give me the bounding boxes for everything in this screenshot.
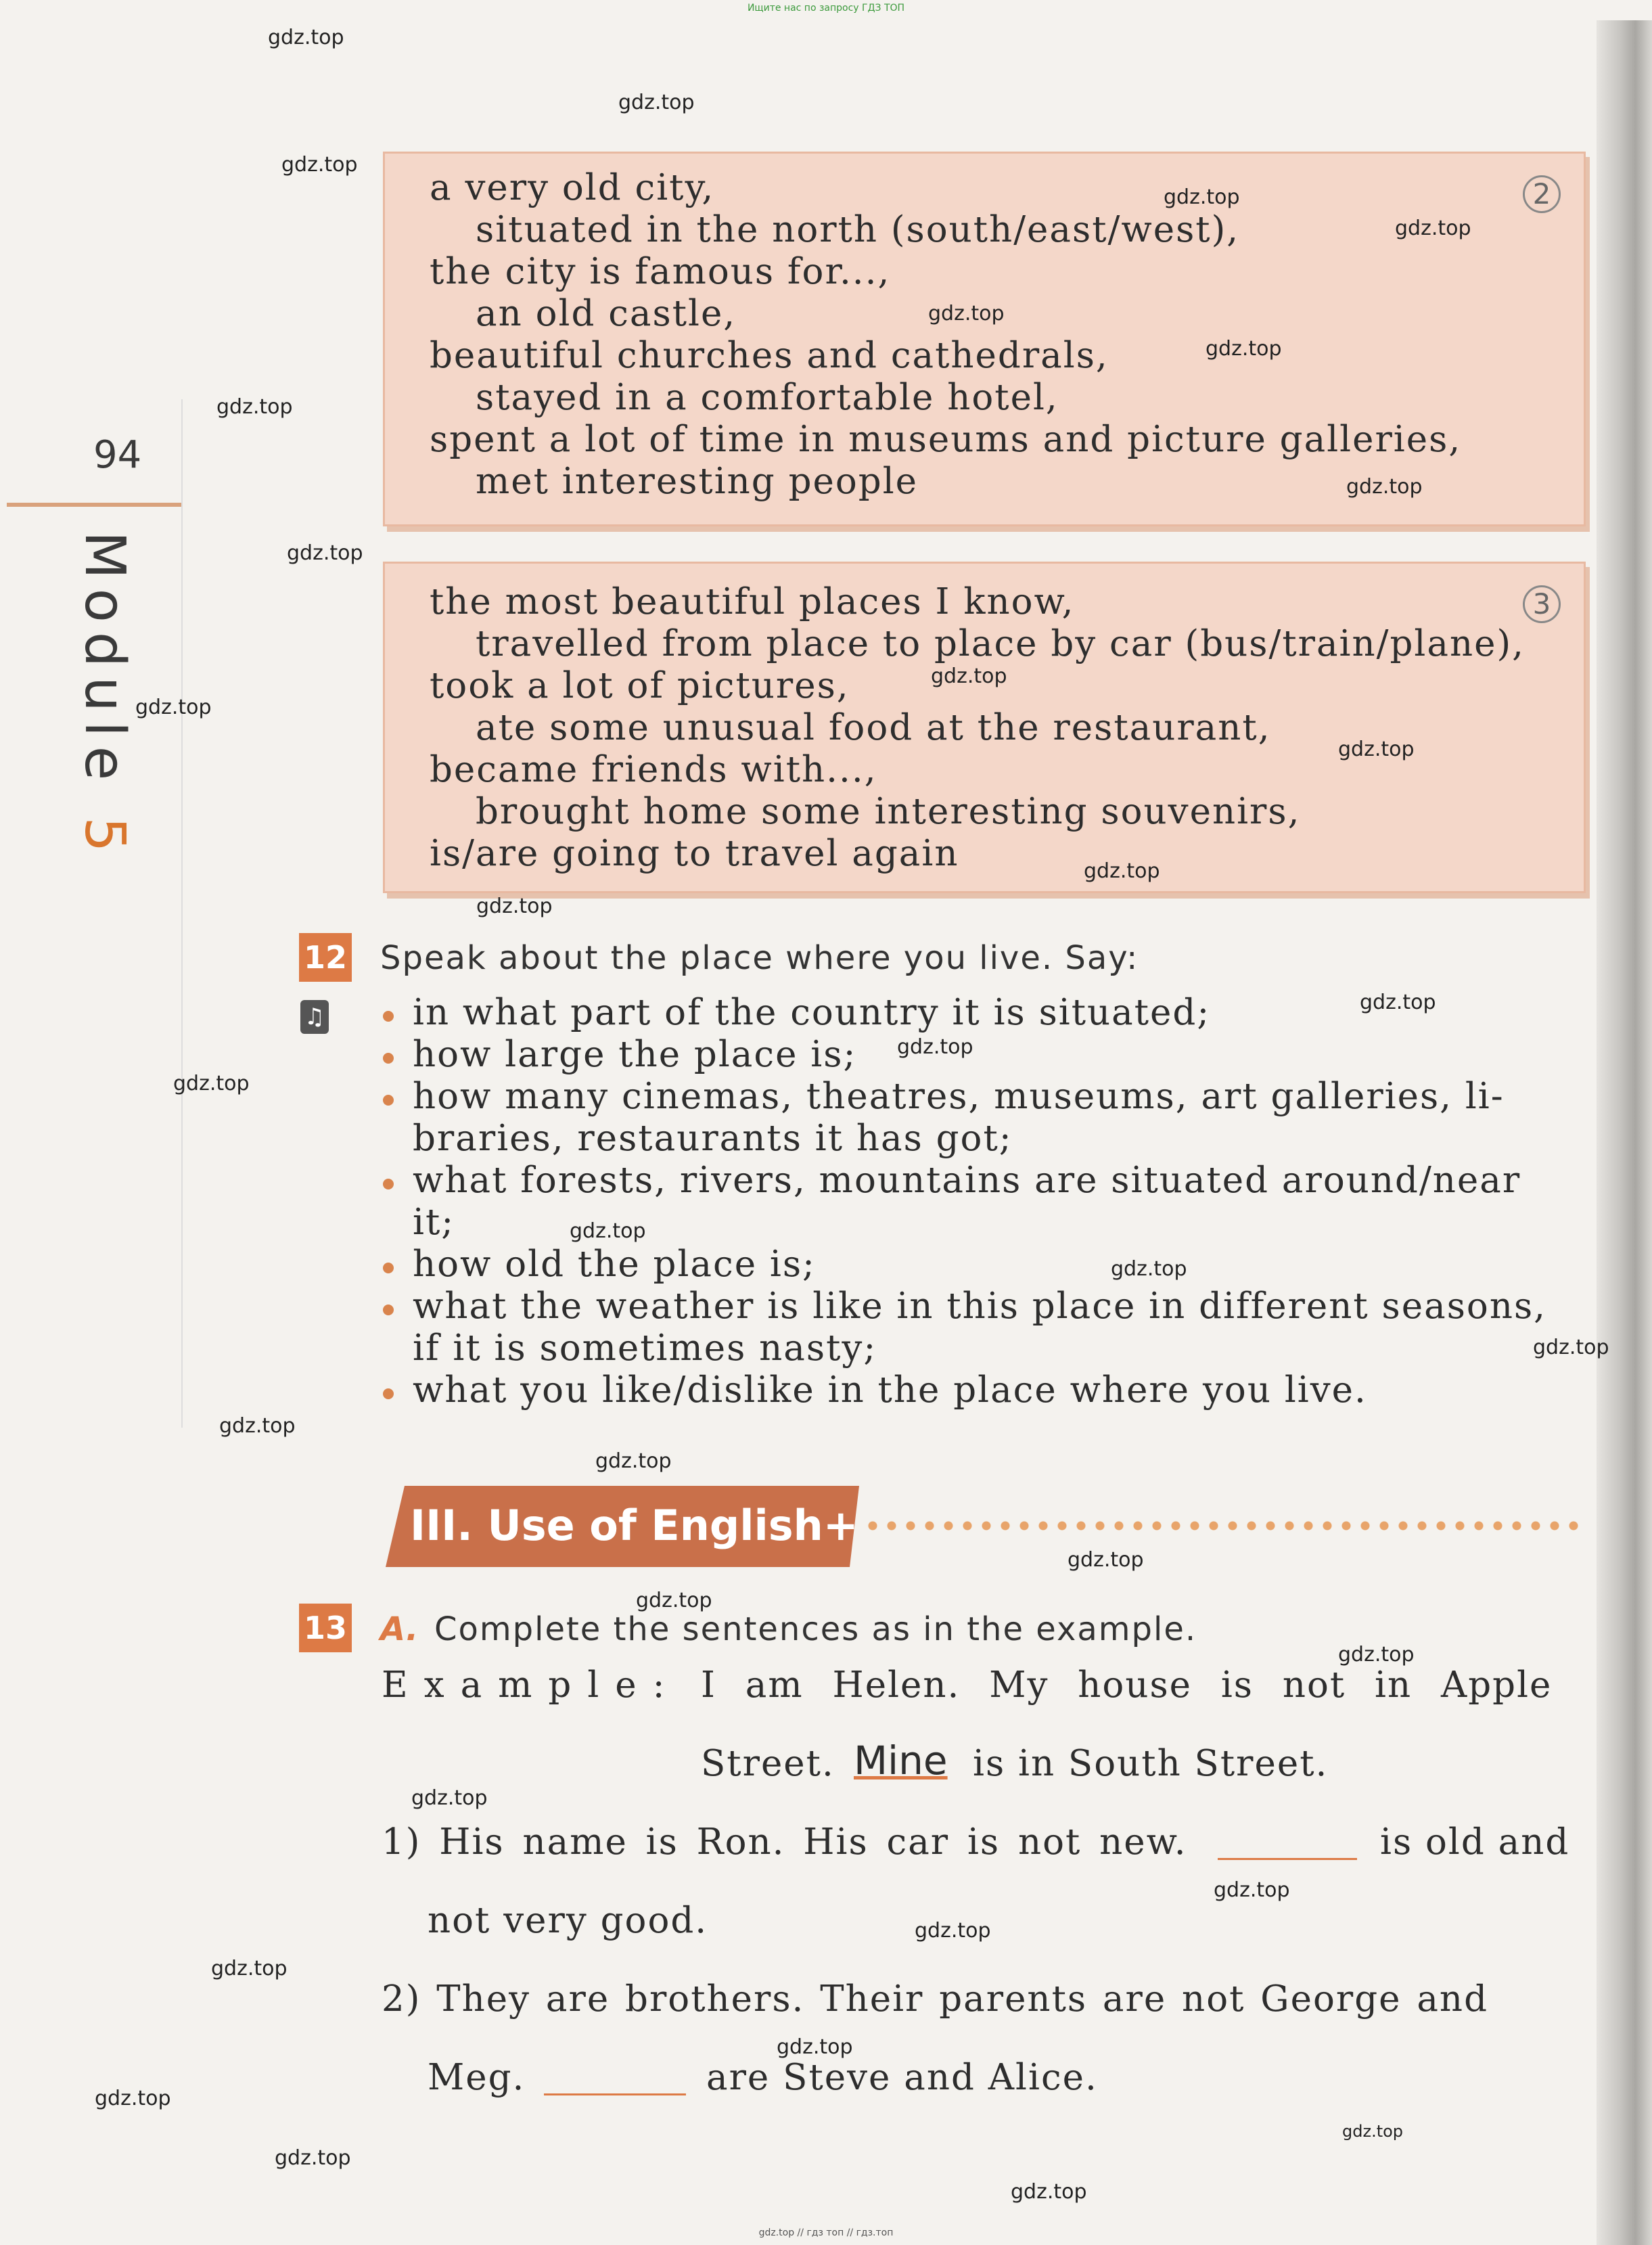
item-1-text: 1) His name is Ron. His car is not new. xyxy=(382,1821,1187,1863)
watermark: gdz.top xyxy=(1111,1257,1187,1281)
watermark: gdz.top xyxy=(1360,991,1436,1014)
section-heading xyxy=(410,1501,858,1550)
watermark: gdz.top xyxy=(135,696,212,719)
bullet-icon xyxy=(383,1179,394,1189)
watermark: gdz.top xyxy=(1206,337,1282,361)
watermark: gdz.top xyxy=(211,1957,288,1980)
top-note: Ищите нас по запросу ГДЗ ТОП xyxy=(747,3,905,14)
example-line-1: I am Helen. My house is not in Apple xyxy=(701,1664,1553,1706)
task12-bullet: what the weather is like in this place in different seasons, xyxy=(413,1286,1546,1327)
box1-line: beautiful churches and cathedrals, xyxy=(430,335,1109,376)
section-numeral: III. xyxy=(410,1501,473,1550)
page-edge-shadow xyxy=(1597,20,1652,2245)
watermark: gdz.top xyxy=(928,302,1005,325)
watermark: gdz.top xyxy=(1068,1548,1144,1572)
bottom-note: gdz.top // гдз топ // гдз.топ xyxy=(758,2227,894,2238)
dotted-rule xyxy=(863,1521,1587,1530)
bullet-icon xyxy=(383,1053,394,1064)
watermark: gdz.top xyxy=(1346,475,1423,499)
task12-bullet: how many cinemas, theatres, museums, art galleries, li- xyxy=(413,1076,1505,1117)
box2-line: took a lot of pictures, xyxy=(430,665,850,706)
task12-bullet: what forests, rivers, mountains are situated around/near xyxy=(413,1160,1521,1201)
watermark: gdz.top xyxy=(281,153,358,177)
watermark: gdz.top xyxy=(1533,1336,1609,1359)
watermark: gdz.top xyxy=(95,2087,171,2110)
watermark: gdz.top xyxy=(268,26,344,49)
box1-line: an old castle, xyxy=(476,293,737,334)
watermark: gdz.top xyxy=(1338,1643,1415,1666)
watermark: gdz.top xyxy=(931,664,1007,688)
watermark: gdz.top xyxy=(1084,859,1160,883)
phrase-box-2 xyxy=(383,152,1586,526)
watermark: gdz.top xyxy=(275,2146,351,2170)
watermark: gdz.top xyxy=(636,1589,712,1612)
watermark: gdz.top xyxy=(915,1919,991,1943)
example-label: Example: xyxy=(382,1664,681,1706)
watermark: gdz.top xyxy=(411,1786,488,1810)
watermark: gdz.top xyxy=(216,395,293,419)
box1-line: the city is famous for..., xyxy=(430,251,891,292)
watermark: gdz.top xyxy=(1395,217,1471,240)
watermark: gdz.top xyxy=(173,1072,250,1095)
task12-bullet-cont: it; xyxy=(413,1202,455,1243)
watermark: gdz.top xyxy=(1164,185,1240,209)
task-number-13: 13 xyxy=(299,1604,352,1652)
box2-line: brought home some interesting souvenirs, xyxy=(476,791,1301,832)
item-2-text: 2) They are brothers. Their parents are not George and xyxy=(382,1978,1488,2020)
watermark: gdz.top xyxy=(287,541,363,565)
example-line-2a: Street. xyxy=(701,1743,835,1784)
item-2-text-end: are Steve and Alice. xyxy=(706,2057,1098,2098)
module-number: 5 xyxy=(72,817,137,862)
audio-icon[interactable]: ♫ xyxy=(300,1000,329,1034)
task-number-12: 12 xyxy=(299,933,352,982)
task12-instruction: Speak about the place where you live. Say: xyxy=(380,939,1139,977)
watermark: gdz.top xyxy=(1214,1878,1290,1902)
task12-bullet: what you like/dislike in the place where you live. xyxy=(413,1369,1367,1411)
task13-instruction: Complete the sentences as in the example. xyxy=(434,1610,1197,1648)
box1-line: stayed in a comfortable hotel, xyxy=(476,377,1059,418)
section-title: Use of English+ xyxy=(487,1501,858,1550)
box2-line: travelled from place to place by car (bus/train/plane), xyxy=(476,623,1525,664)
item-1-blank[interactable] xyxy=(1218,1858,1357,1860)
watermark: gdz.top xyxy=(897,1035,973,1059)
box1-line: a very old city, xyxy=(430,167,715,208)
task12-bullet: in what part of the country it is situated; xyxy=(413,992,1211,1033)
watermark: gdz.top xyxy=(1342,2122,1404,2141)
bullet-icon xyxy=(383,1011,394,1022)
circled-number-icon: 2 xyxy=(1523,175,1561,213)
bullet-icon xyxy=(383,1388,394,1399)
task12-bullet: how large the place is; xyxy=(413,1034,857,1075)
box1-line: spent a lot of time in museums and picture galleries, xyxy=(430,419,1462,460)
item-2-text-start: Meg. xyxy=(428,2057,526,2098)
box2-line: became friends with..., xyxy=(430,749,877,790)
page-number: 94 xyxy=(93,433,142,477)
watermark: gdz.top xyxy=(476,894,553,918)
item-1-text-end: not very good. xyxy=(428,1900,708,1941)
task13-part: A. xyxy=(380,1610,419,1648)
phrase-box-3 xyxy=(383,562,1586,893)
bullet-icon xyxy=(383,1263,394,1273)
watermark: gdz.top xyxy=(1011,2180,1087,2204)
watermark: gdz.top xyxy=(219,1414,296,1438)
watermark: gdz.top xyxy=(570,1219,646,1243)
watermark: gdz.top xyxy=(777,2035,853,2059)
box2-line: is/are going to travel again xyxy=(430,833,959,874)
item-2-blank[interactable] xyxy=(544,2093,686,2095)
module-word: Module xyxy=(72,531,137,790)
example-line-2b: is in South Street. xyxy=(973,1743,1329,1784)
box1-line: met interesting people xyxy=(476,461,919,502)
watermark: gdz.top xyxy=(618,91,695,114)
circled-number-icon: 3 xyxy=(1523,585,1561,623)
item-1-text-cont: is old and xyxy=(1380,1821,1570,1863)
margin-rule xyxy=(181,399,183,1428)
box2-line: ate some unusual food at the restaurant, xyxy=(476,707,1271,748)
box2-line: the most beautiful places I know, xyxy=(430,581,1075,622)
bullet-icon xyxy=(383,1095,394,1106)
box1-line: situated in the north (south/east/west), xyxy=(476,209,1240,250)
watermark: gdz.top xyxy=(1338,738,1415,761)
task12-bullet: how old the place is; xyxy=(413,1244,816,1285)
example-answer: Mine xyxy=(854,1738,948,1784)
bullet-icon xyxy=(383,1305,394,1315)
module-label xyxy=(55,531,164,862)
watermark: gdz.top xyxy=(595,1449,672,1473)
task12-bullet-cont: braries, restaurants it has got; xyxy=(413,1118,1013,1159)
page-number-rule xyxy=(7,503,181,507)
task12-bullet-cont: if it is sometimes nasty; xyxy=(413,1328,877,1369)
